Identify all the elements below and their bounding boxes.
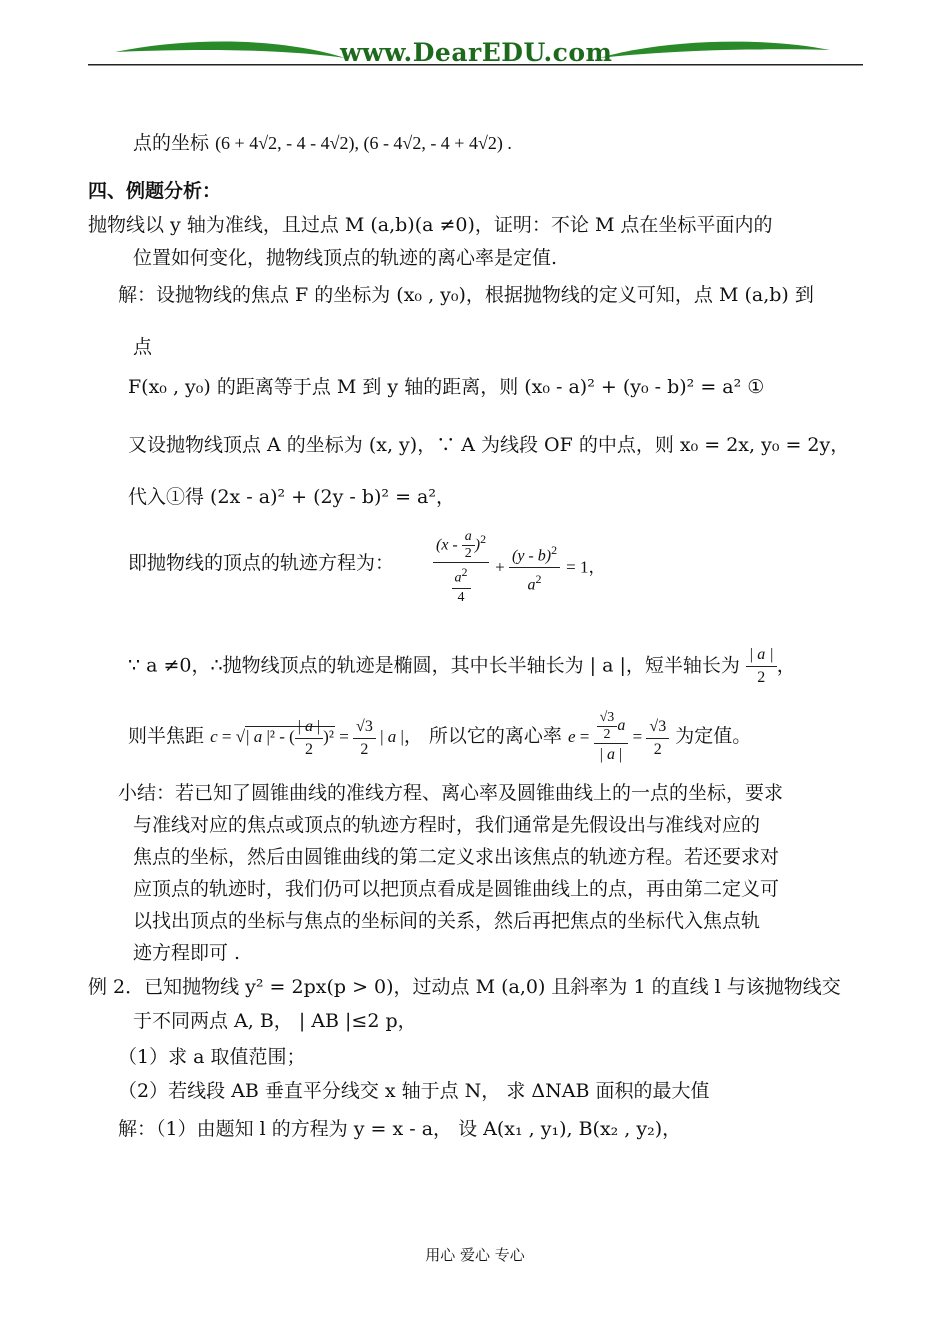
summary-line-0: 小结：若已知了圆锥曲线的准线方程、离心率及圆锥曲线上的一点的坐标，要求 [118,782,784,804]
ex1-sol3: 又设抛物线顶点 A 的坐标为 (x, y)，∵ A 为线段 OF 的中点，则 x₀ = 2x, y₀ = 2y， [128,434,850,456]
summary-line-5: 迹方程即可 . [133,942,241,964]
ex2-line2: 于不同两点 A, B， | AB |≤2 p， [133,1010,417,1032]
site-logo: www.DearEDU.com [340,38,613,67]
ex1-text1: 抛物线以 y 轴为准线，且过点 M (a,b)(a ≠0)，证明：不论 M 点在坐标平面内的 [88,214,773,236]
locus-frac1: (x - $\frac{a}{2}$ )$^2$ $\frac{a^2}{4}$ [433,528,489,607]
ex2-sol: 解：（1）由题知 l 的方程为 y = x - a， 设 A(x₁ , y₁), B(x₂ , y₂)， [118,1118,682,1140]
page-header [0,0,950,80]
eccentricity-label: 所以它的离心率 [428,724,562,747]
eccentricity-suffix: 为定值。 [675,724,752,747]
ex1-sol1b: 点 [133,336,153,358]
coord-label: 点的坐标 [133,132,210,154]
locus-label: 即抛物线的顶点的轨迹方程为： [128,552,395,574]
focal-label: 则半焦距 [128,724,205,747]
ex1-line2: 位置如何变化，抛物线顶点的轨迹的离心率是定值. [133,247,558,269]
ex2-q1: （1）求 a 取值范围； [118,1046,306,1068]
ellipse-text: ∵ a ≠0，∴抛物线顶点的轨迹是椭圆，其中长半轴长为 | a |，短半轴长为 [128,654,740,677]
ex1-sol2: F(x₀ , y₀) 的距离等于点 M 到 y 轴的距离，则 (x₀ - a)² + (y₀ - b)² = a² ① [128,376,765,398]
ex1-sol6: ∵ a ≠0，∴抛物线顶点的轨迹是椭圆，其中长半轴长为 | a |，短半轴长为 $\frac{| a |}{2}$ ， [128,644,796,689]
locus-equation: (x - $\frac{a}{2}$ )$^2$ $\frac{a^2}{4}$ + $\frac{(y - b)^2}{a^2}$ = 1， [433,528,605,607]
ex1-sol4: 代入①得 (2x - a)² + (2y - b)² = a²， [128,486,455,508]
coord-line [133,128,512,159]
section-title: 四、例题分析： [88,180,222,202]
page-footer: 用心 爱心 专心 [425,1246,525,1264]
ex1-sol5 [128,548,394,579]
summary-line-2: 焦点的坐标，然后由圆锥曲线的第二定义求出该焦点的轨迹方程。若还要求对 [133,846,780,868]
summary-line-4: 以找出顶点的坐标与焦点的坐标间的关系，然后再把焦点的坐标代入焦点轨 [133,910,761,932]
ex2-q2: （2）若线段 AB 垂直平分线交 x 轴于点 N， 求 ΔNAB 面积的最大值 [118,1080,710,1102]
locus-frac2: $\frac{(y - b)^2}{a^2}$ [509,539,560,597]
summary-line-1: 与准线对应的焦点或顶点的轨迹方程时，我们通常是先假设出与准线对应的 [133,814,761,836]
ex1-sol7: 则半焦距 c = √| a |² - ( $\frac{| a |}{2}$ )² = $\frac{√3}{2}$ | a |， 所以它的离心率 e = $\frac{√3}{2}$ a | a | = $\frac{√3}{2}$ 为定值。 [128,710,752,763]
ex1-line1 [88,210,772,241]
summary-line-3: 应顶点的轨迹时，我们仍可以把顶点看成是圆锥曲线上的点，再由第二定义可 [133,878,780,900]
ex2-line1: 例 2．已知抛物线 y² = 2px(p > 0)，过动点 M (a,0) 且斜率为 1 的直线 l 与该抛物线交 [88,976,841,998]
minor-axis-frac: $\frac{| a |}{2}$ [746,644,777,689]
coord-math: (6 + 4√2, - 4 - 4√2), (6 - 4√2, - 4 + 4√2) . [215,133,512,153]
ex1-sol1: 解：设抛物线的焦点 F 的坐标为 (x₀ , y₀)，根据抛物线的定义可知，点 M (a,b) 到 [118,284,814,306]
